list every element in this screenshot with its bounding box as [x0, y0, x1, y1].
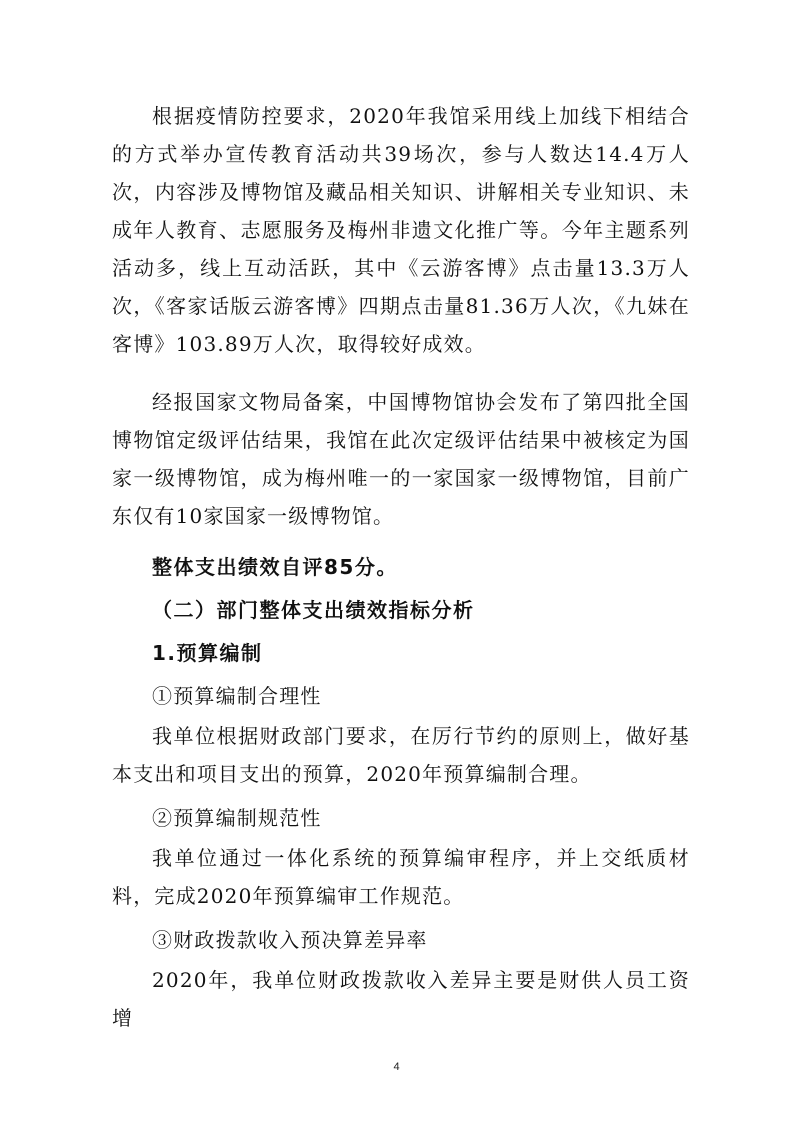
item-2-title: ②预算编制规范性: [152, 806, 322, 830]
subheading-budget-preparation: 1.预算编制: [152, 641, 263, 665]
paragraph-museum-rating: 经报国家文物局备案，中国博物馆协会发布了第四批全国博物馆定级评估结果，我馆在此次定级评估结果中被核定为国家一级博物馆，成为梅州唯一的一家国家一级博物馆，目前广东仅有10家国家一级博物馆。: [112, 390, 690, 528]
performance-score-line: 整体支出绩效自评85分。: [152, 555, 398, 579]
paragraph-education-activities: 根据疫情防控要求，2020年我馆采用线上加线下相结合的方式举办宣传教育活动共39场次，参与人数达14.4万人次，内容涉及博物馆及藏品相关知识、讲解相关专业知识、未成年人教育、志愿服务及梅州非遗文化推广等。今年主题系列活动多，线上互动活跃，其中《云游客博》点击量13.3万人次，《客家话版云游客博》四期点击量81.36万人次，《九妹在客博》103.89万人次，取得较好成效。: [112, 104, 690, 356]
item-1-title: ①预算编制合理性: [152, 684, 322, 708]
item-3-body: 2020年，我单位财政拨款收入差异主要是财供人员工资增: [112, 968, 690, 1030]
item-1-body: 我单位根据财政部门要求，在厉行节约的原则上，做好基本支出和项目支出的预算，2020年预算编制合理。: [112, 724, 690, 786]
item-3-title: ③财政拨款收入预决算差异率: [152, 928, 428, 952]
page-number: 4: [393, 1061, 400, 1073]
section-heading: （二）部门整体支出绩效指标分析: [152, 598, 475, 622]
item-2-body: 我单位通过一体化系统的预算编审程序，并上交纸质材料，完成2020年预算编审工作规范。: [112, 846, 690, 908]
